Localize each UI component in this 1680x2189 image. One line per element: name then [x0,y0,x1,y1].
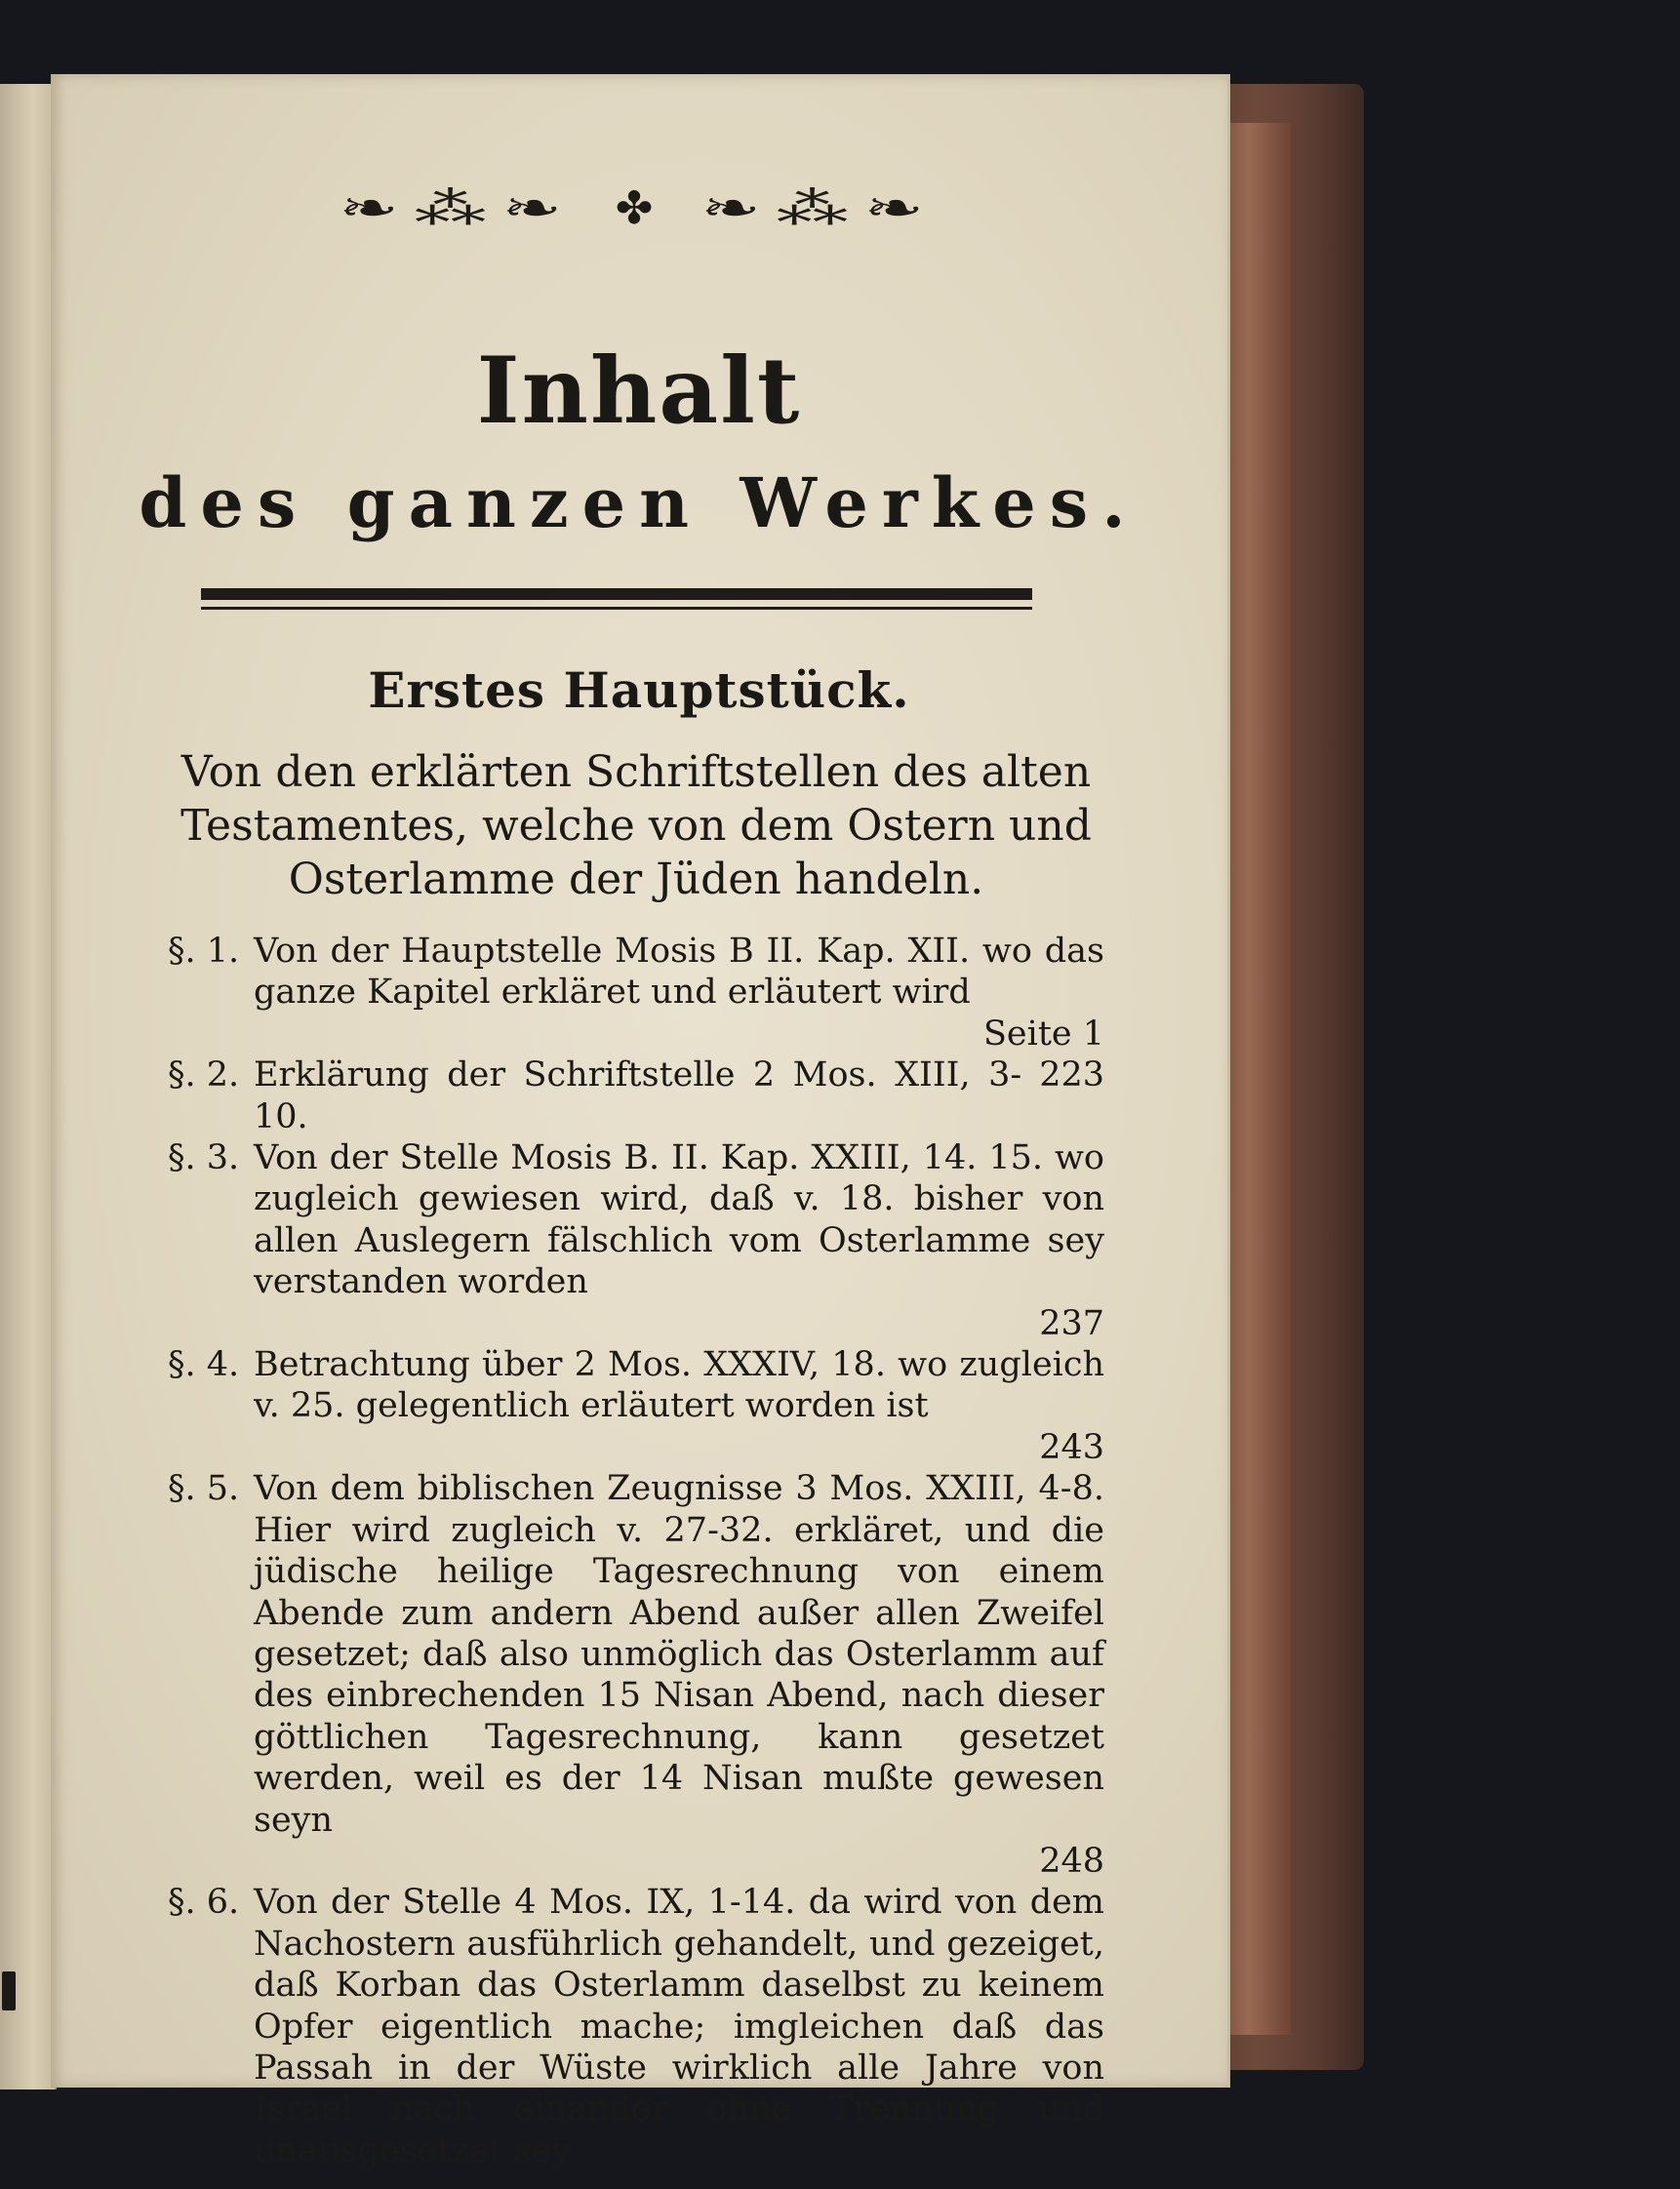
book-page [51,74,1230,2170]
section-number: §. 6. [168,1883,240,1923]
toc-entry [168,1055,1104,1137]
ornament-left: ❧⁂❧ [339,181,579,234]
entry-text: Von der Stelle 4 Mos. IX, 1-14. da wird von dem Nachostern ausführlich gehandelt, und gezeiget, daß Korban das Osterlamm daselbst zu keinem Opfer eigentlich mache; imgleichen daß das Passah in der Wüste wirklich alle Jahre von Israel nach einander ohne Trennung und unausgesetzet sey [254,1883,1104,2170]
entry-page: 243 [1039,1427,1104,1467]
ornament-right: ❧⁂❧ [700,181,940,234]
table-of-contents [168,931,1104,2171]
facing-page-letter-fragment [2,1971,16,2010]
chapter-description: Von den erklärten Schriftstellen des alten Testamentes, welche von dem Ostern und Osterlamme der Jüden handeln. [180,747,1092,904]
entry-text: Erklärung der Schriftstelle 2 Mos. XIII, 3-10. [254,1055,1022,1136]
entry-text: Von der Stelle Mosis B. II. Kap. XXIII, 14. 15. wo zugleich gewiesen wird, daß v. 18. bisher von allen Auslegern fälschlich vom Osterlamme sey verstanden worden [254,1138,1104,1302]
entry-page: 237 [1039,1303,1104,1343]
section-number: §. 5. [168,1469,240,1509]
entry-page: 223 [1039,1055,1104,1095]
entry-text: Betrachtung über 2 Mos. XXXIV, 18. wo zugleich v. 25. gelegentlich erläutert worden ist [254,1345,1104,1426]
section-number: §. 4. [168,1345,240,1385]
ornament-middle: ✤ [615,181,663,234]
toc-entry [168,1344,1104,1468]
section-number: §. 1. [168,932,240,971]
toc-entry [168,1882,1104,2171]
chapter-title: Erstes Hauptstück. [368,661,910,719]
divider-thick [201,588,1032,600]
facing-page-edge [0,84,57,2090]
entry-page: 248 [1039,1841,1104,1881]
page-title: Inhalt [476,338,802,445]
entry-page: Seite 1 [982,1014,1104,1054]
toc-entry [168,931,1104,1055]
entry-text: Von der Hauptstelle Mosis B II. Kap. XII. wo das ganze Kapitel erkläret und erläutert wird [254,932,1104,1013]
header-ornament [51,181,1227,234]
toc-entry [168,1137,1104,1344]
section-number: §. 2. [168,1055,240,1095]
section-number: §. 3. [168,1138,240,1178]
entry-text: Von dem biblischen Zeugnisse 3 Mos. XXIII, 4-8. Hier wird zugleich v. 27-32. erkläret, und die jüdische heilige Tagesrechnung von einem Abende zum andern Abend außer allen Zweifel gesetzet; daß also unmöglich das Osterlamm auf des einbrechenden 15 Nisan Abend, nach dieser göttlichen Tagesrechnung, kann gesetzet werden, weil es der 14 Nisan mußte gewesen seyn [254,1469,1104,1840]
toc-entry [168,1468,1104,1882]
page-subtitle: des ganzen Werkes. [139,462,1140,543]
divider-thin [201,607,1032,610]
